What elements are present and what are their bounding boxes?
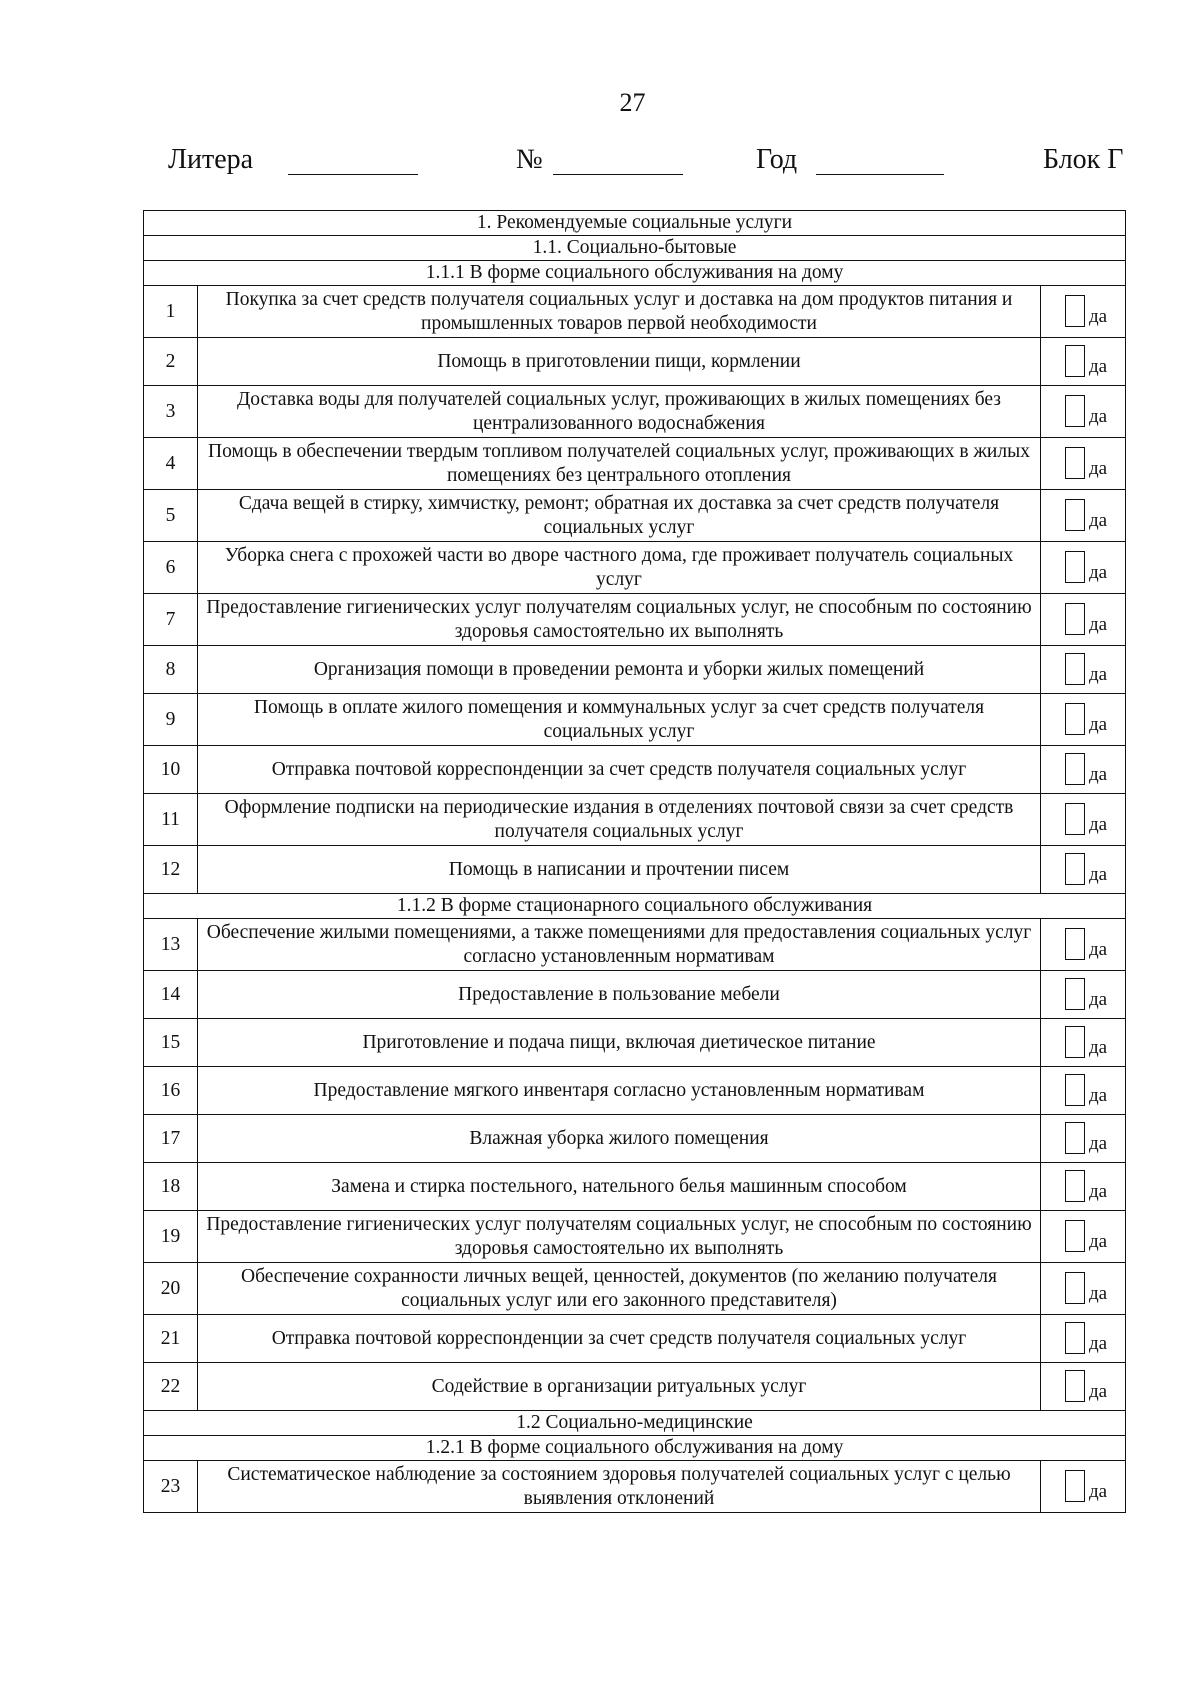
- yes-checkbox[interactable]: [1065, 978, 1085, 1010]
- section-title: 1. Рекомендуемые социальные услуги: [144, 211, 1126, 236]
- yes-label: да: [1089, 405, 1108, 427]
- yes-checkbox[interactable]: [1065, 1470, 1085, 1502]
- yes-checkbox[interactable]: [1065, 295, 1085, 327]
- service-row: [144, 594, 1126, 646]
- service-check-cell: [1041, 1211, 1126, 1263]
- service-check-cell: [1041, 919, 1126, 971]
- service-row: [144, 438, 1126, 490]
- yes-label: да: [1089, 1282, 1108, 1304]
- yes-checkbox[interactable]: [1065, 603, 1085, 635]
- checkbox-group: [1047, 1122, 1122, 1156]
- service-number: 13: [144, 919, 198, 971]
- service-check-cell: [1041, 438, 1126, 490]
- section-header-row: [144, 211, 1126, 236]
- yes-checkbox[interactable]: [1065, 1026, 1085, 1058]
- checkbox-group: [1047, 1170, 1122, 1204]
- form-header: [168, 144, 1123, 184]
- checkbox-group: [1047, 1220, 1122, 1254]
- service-number: 8: [144, 646, 198, 694]
- yes-checkbox[interactable]: [1065, 803, 1085, 835]
- service-check-cell: [1041, 694, 1126, 746]
- service-description: Помощь в оплате жилого помещения и коммунальных услуг за счет средств получателя социальных услуг: [198, 694, 1041, 746]
- checkbox-group: [1047, 1074, 1122, 1108]
- service-row: [144, 1461, 1126, 1513]
- service-row: [144, 286, 1126, 338]
- yes-label: да: [1089, 1480, 1108, 1502]
- service-check-cell: [1041, 794, 1126, 846]
- checkbox-group: [1047, 653, 1122, 687]
- yes-checkbox[interactable]: [1065, 753, 1085, 785]
- service-check-cell: [1041, 1019, 1126, 1067]
- yes-checkbox[interactable]: [1065, 1370, 1085, 1402]
- yes-label: да: [1089, 613, 1108, 635]
- yes-checkbox[interactable]: [1065, 345, 1085, 377]
- service-number: 12: [144, 846, 198, 894]
- service-description: Отправка почтовой корреспонденции за счет средств получателя социальных услуг: [198, 1315, 1041, 1363]
- section-title: 1.1. Социально-бытовые: [144, 236, 1126, 261]
- yes-label: да: [1089, 938, 1108, 960]
- litera-field[interactable]: [288, 174, 418, 175]
- service-row: [144, 846, 1126, 894]
- service-description: Предоставление в пользование мебели: [198, 971, 1041, 1019]
- checkbox-group: [1047, 1370, 1122, 1404]
- service-check-cell: [1041, 1115, 1126, 1163]
- service-row: [144, 1263, 1126, 1315]
- yes-label: да: [1089, 863, 1108, 885]
- service-row: [144, 794, 1126, 846]
- service-description: Помощь в приготовлении пищи, кормлении: [198, 338, 1041, 386]
- checkbox-group: [1047, 1322, 1122, 1356]
- checkbox-group: [1047, 295, 1122, 329]
- service-number: 3: [144, 386, 198, 438]
- service-row: [144, 490, 1126, 542]
- checkbox-group: [1047, 753, 1122, 787]
- service-number: 4: [144, 438, 198, 490]
- year-label: Год: [756, 144, 798, 175]
- checkbox-group: [1047, 703, 1122, 737]
- service-check-cell: [1041, 490, 1126, 542]
- yes-checkbox[interactable]: [1065, 1220, 1085, 1252]
- service-row: [144, 1067, 1126, 1115]
- yes-label: да: [1089, 1230, 1108, 1252]
- yes-label: да: [1089, 561, 1108, 583]
- yes-checkbox[interactable]: [1065, 499, 1085, 531]
- service-description: Содействие в организации ритуальных услуг: [198, 1363, 1041, 1411]
- service-number: 11: [144, 794, 198, 846]
- yes-label: да: [1089, 305, 1108, 327]
- service-description: Предоставление гигиенических услуг получателям социальных услуг, не способным по состоянию здоровья самостоятельно их выполнять: [198, 1211, 1041, 1263]
- service-check-cell: [1041, 646, 1126, 694]
- checkbox-group: [1047, 853, 1122, 887]
- checkbox-group: [1047, 1470, 1122, 1504]
- service-description: Замена и стирка постельного, нательного белья машинным способом: [198, 1163, 1041, 1211]
- service-description: Оформление подписки на периодические издания в отделениях почтовой связи за счет средств получателя социальных услуг: [198, 794, 1041, 846]
- yes-label: да: [1089, 763, 1108, 785]
- service-row: [144, 1115, 1126, 1163]
- section-header-row: [144, 894, 1126, 919]
- section-header-row: [144, 1436, 1126, 1461]
- yes-label: да: [1089, 355, 1108, 377]
- yes-label: да: [1089, 1132, 1108, 1154]
- service-description: Уборка снега с прохожей части во дворе частного дома, где проживает получатель социальных услуг: [198, 542, 1041, 594]
- services-table-body: [144, 211, 1126, 1513]
- section-title: 1.2.1 В форме социального обслуживания на дому: [144, 1436, 1126, 1461]
- yes-checkbox[interactable]: [1065, 1322, 1085, 1354]
- service-row: [144, 1019, 1126, 1067]
- service-number: 21: [144, 1315, 198, 1363]
- number-field[interactable]: [553, 174, 683, 175]
- section-header-row: [144, 261, 1126, 286]
- service-description: Предоставление гигиенических услуг получателям социальных услуг, не способным по состоянию здоровья самостоятельно их выполнять: [198, 594, 1041, 646]
- service-number: 6: [144, 542, 198, 594]
- service-description: Организация помощи в проведении ремонта и уборки жилых помещений: [198, 646, 1041, 694]
- block-label: Блок Г: [1043, 144, 1124, 175]
- checkbox-group: [1047, 551, 1122, 585]
- service-number: 16: [144, 1067, 198, 1115]
- service-check-cell: [1041, 338, 1126, 386]
- yes-checkbox[interactable]: [1065, 1074, 1085, 1106]
- service-check-cell: [1041, 1163, 1126, 1211]
- service-description: Приготовление и подача пищи, включая диетическое питание: [198, 1019, 1041, 1067]
- service-description: Отправка почтовой корреспонденции за счет средств получателя социальных услуг: [198, 746, 1041, 794]
- yes-label: да: [1089, 1332, 1108, 1354]
- checkbox-group: [1047, 499, 1122, 533]
- yes-checkbox[interactable]: [1065, 447, 1085, 479]
- yes-checkbox[interactable]: [1065, 928, 1085, 960]
- service-number: 5: [144, 490, 198, 542]
- service-row: [144, 338, 1126, 386]
- service-row: [144, 646, 1126, 694]
- service-check-cell: [1041, 971, 1126, 1019]
- service-row: [144, 919, 1126, 971]
- checkbox-group: [1047, 803, 1122, 837]
- section-title: 1.1.2 В форме стационарного социального обслуживания: [144, 894, 1126, 919]
- service-check-cell: [1041, 542, 1126, 594]
- service-row: [144, 542, 1126, 594]
- checkbox-group: [1047, 928, 1122, 962]
- checkbox-group: [1047, 1272, 1122, 1306]
- yes-checkbox[interactable]: [1065, 1170, 1085, 1202]
- yes-label: да: [1089, 713, 1108, 735]
- checkbox-group: [1047, 345, 1122, 379]
- service-row: [144, 386, 1126, 438]
- service-check-cell: [1041, 746, 1126, 794]
- service-number: 7: [144, 594, 198, 646]
- service-description: Доставка воды для получателей социальных услуг, проживающих в жилых помещениях без централизованного водоснабжения: [198, 386, 1041, 438]
- service-number: 15: [144, 1019, 198, 1067]
- checkbox-group: [1047, 1026, 1122, 1060]
- yes-label: да: [1089, 813, 1108, 835]
- checkbox-group: [1047, 395, 1122, 429]
- yes-label: да: [1089, 1380, 1108, 1402]
- service-number: 18: [144, 1163, 198, 1211]
- service-row: [144, 1163, 1126, 1211]
- yes-checkbox[interactable]: [1065, 853, 1085, 885]
- yes-label: да: [1089, 1180, 1108, 1202]
- section-title: 1.1.1 В форме социального обслуживания на дому: [144, 261, 1126, 286]
- service-number: 14: [144, 971, 198, 1019]
- service-number: 17: [144, 1115, 198, 1163]
- yes-label: да: [1089, 1036, 1108, 1058]
- service-number: 9: [144, 694, 198, 746]
- service-description: Помощь в написании и прочтении писем: [198, 846, 1041, 894]
- service-check-cell: [1041, 386, 1126, 438]
- service-number: 20: [144, 1263, 198, 1315]
- yes-label: да: [1089, 988, 1108, 1010]
- service-description: Систематическое наблюдение за состоянием здоровья получателей социальных услуг с целью выявления отклонений: [198, 1461, 1041, 1513]
- service-description: Обеспечение сохранности личных вещей, ценностей, документов (по желанию получателя социальных услуг или его законного представителя): [198, 1263, 1041, 1315]
- service-description: Обеспечение жилыми помещениями, а также помещениями для предоставления социальных услуг согласно установленным нормативам: [198, 919, 1041, 971]
- yes-checkbox[interactable]: [1065, 1272, 1085, 1304]
- litera-label: Литера: [168, 144, 254, 175]
- service-check-cell: [1041, 1363, 1126, 1411]
- service-number: 2: [144, 338, 198, 386]
- service-check-cell: [1041, 1263, 1126, 1315]
- service-description: Предоставление мягкого инвентаря согласно установленным нормативам: [198, 1067, 1041, 1115]
- service-number: 22: [144, 1363, 198, 1411]
- service-description: Покупка за счет средств получателя социальных услуг и доставка на дом продуктов питания и промышленных товаров первой необходимости: [198, 286, 1041, 338]
- yes-checkbox[interactable]: [1065, 703, 1085, 735]
- yes-checkbox[interactable]: [1065, 395, 1085, 427]
- yes-label: да: [1089, 457, 1108, 479]
- checkbox-group: [1047, 603, 1122, 637]
- service-row: [144, 1315, 1126, 1363]
- service-row: [144, 1211, 1126, 1263]
- service-check-cell: [1041, 846, 1126, 894]
- service-check-cell: [1041, 1067, 1126, 1115]
- service-description: Сдача вещей в стирку, химчистку, ремонт; обратная их доставка за счет средств получателя социальных услуг: [198, 490, 1041, 542]
- service-number: 1: [144, 286, 198, 338]
- service-number: 10: [144, 746, 198, 794]
- service-row: [144, 971, 1126, 1019]
- section-title: 1.2 Социально-медицинские: [144, 1411, 1126, 1436]
- service-row: [144, 746, 1126, 794]
- number-label: №: [516, 144, 543, 175]
- yes-label: да: [1089, 663, 1108, 685]
- service-row: [144, 694, 1126, 746]
- yes-checkbox[interactable]: [1065, 653, 1085, 685]
- year-field[interactable]: [816, 174, 944, 175]
- service-description: Помощь в обеспечении твердым топливом получателей социальных услуг, проживающих в жилых помещениях без центрального отопления: [198, 438, 1041, 490]
- services-table: [143, 210, 1126, 1513]
- checkbox-group: [1047, 447, 1122, 481]
- page-number: 27: [619, 88, 646, 117]
- service-number: 23: [144, 1461, 198, 1513]
- service-check-cell: [1041, 594, 1126, 646]
- yes-label: да: [1089, 509, 1108, 531]
- yes-checkbox[interactable]: [1065, 551, 1085, 583]
- service-check-cell: [1041, 1315, 1126, 1363]
- service-row: [144, 1363, 1126, 1411]
- service-number: 19: [144, 1211, 198, 1263]
- service-check-cell: [1041, 1461, 1126, 1513]
- service-check-cell: [1041, 286, 1126, 338]
- yes-checkbox[interactable]: [1065, 1122, 1085, 1154]
- yes-label: да: [1089, 1084, 1108, 1106]
- service-description: Влажная уборка жилого помещения: [198, 1115, 1041, 1163]
- checkbox-group: [1047, 978, 1122, 1012]
- section-header-row: [144, 1411, 1126, 1436]
- section-header-row: [144, 236, 1126, 261]
